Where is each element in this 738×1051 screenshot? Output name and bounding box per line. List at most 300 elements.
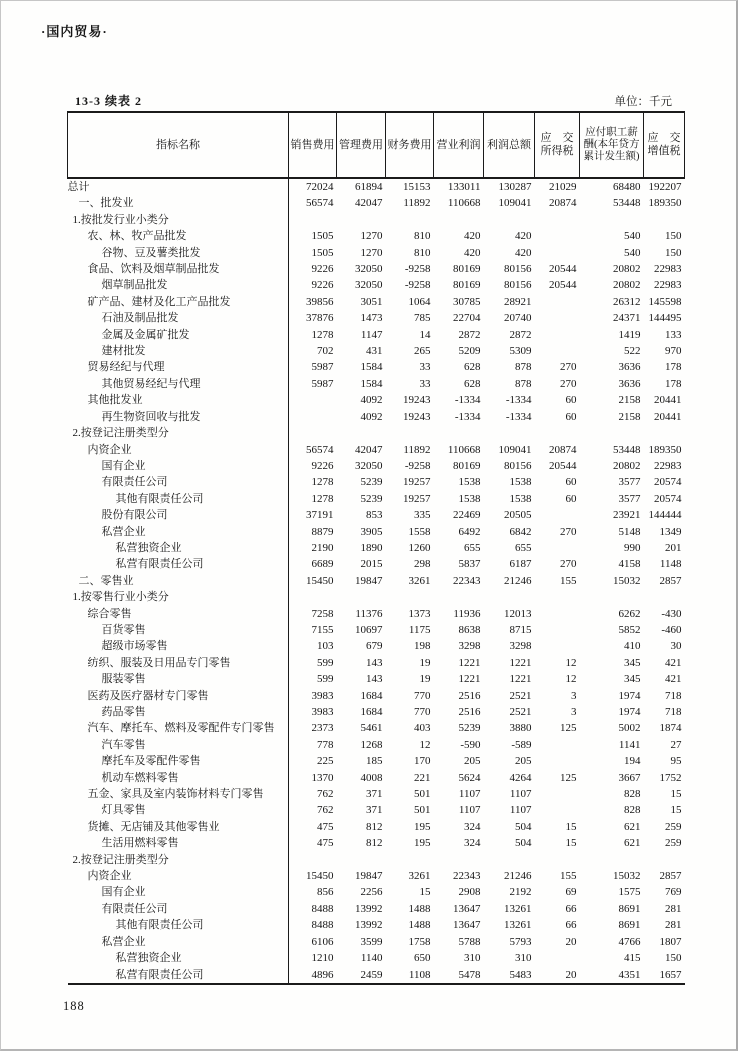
row-value-cell: 420 (464, 230, 481, 243)
row-value-cell: 1270 (360, 246, 383, 259)
row-value-cell: 95 (670, 755, 682, 768)
row-value-cell: 3983 (311, 706, 334, 718)
row-label: 百货零售 (68, 622, 289, 638)
row-value-cell: 20441 (654, 394, 682, 407)
row-value-cell: 1141 (618, 738, 641, 751)
row-value-cell (289, 409, 337, 425)
row-value-cell: 7258 (311, 607, 334, 620)
row-value-cell: 4158 (618, 558, 641, 571)
row-value-cell (434, 425, 484, 441)
row-value-cell: 599 (317, 673, 334, 686)
row-value-cell (644, 589, 685, 605)
row-value-cell: 22469 (453, 509, 481, 522)
row-value-cell (434, 589, 484, 605)
row-value-cell: 19243 (403, 410, 431, 423)
row-value-cell: 20874 (549, 443, 577, 456)
row-value-cell: 32050 (355, 279, 383, 292)
row-value-cell: 30 (670, 640, 682, 653)
row-value-cell: 6262 (618, 607, 641, 620)
row-value-cell: 8691 (618, 919, 641, 932)
row-value-cell: 1107 (458, 788, 481, 801)
row-value-cell: 178 (665, 377, 682, 390)
row-value-cell: 3 (571, 689, 577, 702)
row-value-cell: 1752 (659, 771, 682, 784)
row-value-cell: 20441 (654, 410, 682, 423)
table-row (68, 327, 685, 343)
table-body (68, 178, 685, 984)
row-value-cell: 6106 (311, 935, 334, 948)
row-value-cell: 2872 (509, 328, 532, 341)
row-value-cell: 371 (366, 788, 383, 801)
row-value-cell: 522 (624, 345, 641, 358)
row-value-cell: 1221 (458, 656, 481, 669)
row-value-cell (289, 392, 337, 408)
row-value-cell: 1221 (509, 673, 532, 686)
row-value-cell: 540 (624, 230, 641, 243)
row-value-cell: 12013 (504, 607, 532, 620)
row-value-cell: 259 (665, 837, 682, 850)
row-value-cell: 198 (414, 640, 431, 653)
row-label: 私营独资企业 (68, 950, 289, 966)
row-value-cell: 3905 (360, 525, 383, 538)
row-value-cell: 21246 (504, 870, 532, 883)
row-value-cell: 11892 (403, 197, 431, 210)
table-row (68, 442, 685, 458)
row-value-cell: 1373 (408, 607, 431, 620)
row-value-cell: 2521 (509, 689, 532, 702)
table-row (68, 917, 685, 933)
row-value-cell (535, 786, 580, 802)
row-value-cell: 1107 (509, 788, 532, 801)
row-value-cell: 15450 (306, 574, 334, 587)
row-value-cell: 4092 (360, 394, 383, 407)
row-value-cell: 2857 (659, 870, 682, 883)
row-value-cell: 4766 (618, 935, 641, 948)
row-label: 私营企业 (68, 524, 289, 540)
row-value-cell: 13992 (355, 919, 383, 932)
row-value-cell: 60 (565, 394, 577, 407)
row-value-cell: 1278 (311, 492, 334, 505)
row-value-cell: 1107 (509, 804, 532, 817)
row-value-cell: 785 (414, 312, 431, 325)
row-value-cell: 718 (665, 689, 682, 702)
row-value-cell: 20 (535, 967, 580, 984)
row-value-cell: 270 (560, 377, 577, 390)
row-value-cell: 5483 (484, 967, 535, 984)
row-value-cell: 195 (414, 820, 431, 833)
row-value-cell: 828 (624, 804, 641, 817)
row-value-cell (644, 425, 685, 441)
row-value-cell: 1370 (311, 771, 334, 784)
row-value-cell: 144444 (648, 509, 682, 522)
row-value-cell: 1107 (458, 804, 481, 817)
row-value-cell: 7155 (311, 623, 334, 636)
row-value-cell: 878 (515, 361, 532, 374)
row-value-cell: 12 (565, 656, 577, 669)
row-value-cell: 3636 (618, 377, 641, 390)
row-value-cell (580, 212, 644, 228)
row-value-cell (535, 540, 580, 556)
row-value-cell (580, 589, 644, 605)
table-row (68, 573, 685, 589)
row-value-cell: 1538 (509, 476, 532, 489)
row-value-cell: 778 (317, 738, 334, 751)
row-label: 内资企业 (68, 868, 289, 884)
row-value-cell: 265 (414, 345, 431, 358)
row-value-cell: 431 (366, 345, 383, 358)
table-header (68, 112, 685, 178)
row-value-cell: 8638 (458, 623, 481, 636)
col-header-vat-payable: 应 交 增值税 (644, 112, 685, 178)
row-value-cell: 1657 (644, 967, 685, 984)
row-value-cell: 1684 (360, 689, 383, 702)
section-header: ·国内贸易· (41, 24, 108, 39)
row-label: 贸易经纪与代理 (68, 359, 289, 375)
row-value-cell: 4896 (289, 967, 337, 984)
row-value-cell (337, 589, 386, 605)
row-value-cell: 3636 (618, 361, 641, 374)
row-label: 有限责任公司 (68, 474, 289, 490)
table-row (68, 901, 685, 917)
row-value-cell: 72024 (306, 181, 334, 193)
table-row (68, 868, 685, 884)
row-value-cell: 22983 (654, 279, 682, 292)
row-label: 国有企业 (68, 884, 289, 900)
row-label: 生活用燃料零售 (68, 835, 289, 851)
row-value-cell: 1270 (360, 230, 383, 243)
row-value-cell: 60 (565, 410, 577, 423)
row-value-cell: 3261 (408, 870, 431, 883)
row-label: 烟草制品批发 (68, 277, 289, 293)
table-row (68, 294, 685, 310)
row-value-cell (535, 753, 580, 769)
row-value-cell: 33 (419, 361, 431, 374)
table-row (68, 688, 685, 704)
row-label: 矿产品、建材及化工产品批发 (68, 294, 289, 310)
row-value-cell: 20802 (613, 263, 641, 276)
row-value-cell: -1334 (505, 410, 532, 423)
table-row (68, 835, 685, 851)
row-value-cell: 6842 (509, 525, 532, 538)
row-value-cell (535, 425, 580, 441)
row-value-cell: -1334 (505, 394, 532, 407)
row-value-cell: 762 (317, 788, 334, 801)
row-value-cell: 1221 (509, 656, 532, 669)
row-value-cell: 5987 (311, 377, 334, 390)
row-value-cell: 259 (665, 820, 682, 833)
row-value-cell: 3298 (509, 640, 532, 653)
row-value-cell: 1268 (360, 738, 383, 751)
row-value-cell: 1538 (509, 492, 532, 505)
row-value-cell: 26312 (613, 295, 641, 308)
row-label: 有限责任公司 (68, 901, 289, 917)
row-value-cell: 2015 (360, 558, 383, 571)
table-row (68, 606, 685, 622)
row-value-cell: 144495 (648, 312, 682, 325)
row-label: 总计 (68, 178, 289, 195)
table-row (68, 737, 685, 753)
row-value-cell: 56574 (306, 197, 334, 210)
row-value-cell: 20505 (504, 509, 532, 522)
row-value-cell: 3298 (458, 640, 481, 653)
row-value-cell: 650 (414, 952, 431, 965)
row-value-cell: 5793 (509, 935, 532, 948)
col-header-indicator-name: 指标名称 (68, 112, 289, 178)
table-row (68, 819, 685, 835)
row-label: 其他批发业 (68, 392, 289, 408)
table-row (68, 770, 685, 786)
table-row (68, 556, 685, 572)
table-row (68, 622, 685, 638)
row-value-cell: 5987 (311, 361, 334, 374)
row-value-cell: 143 (366, 673, 383, 686)
row-value-cell: 110668 (447, 197, 481, 210)
row-value-cell (289, 212, 337, 228)
row-value-cell: 170 (414, 755, 431, 768)
row-value-cell: 201 (665, 541, 682, 554)
header-row (68, 112, 685, 178)
row-value-cell: 298 (414, 558, 431, 571)
row-value-cell: 3261 (408, 574, 431, 587)
row-value-cell: 80156 (504, 279, 532, 292)
row-value-cell: 13992 (355, 902, 383, 915)
row-value-cell: 270 (560, 525, 577, 538)
row-value-cell: 60 (565, 476, 577, 489)
row-value-cell: 37191 (306, 509, 334, 522)
table-row (68, 245, 685, 261)
row-value-cell: 504 (515, 820, 532, 833)
row-value-cell: 42047 (355, 197, 383, 210)
row-value-cell (535, 589, 580, 605)
row-value-cell: 28921 (504, 295, 532, 308)
row-value-cell: 702 (317, 345, 334, 358)
row-label: 其他贸易经纪与代理 (68, 376, 289, 392)
row-label: 金属及金属矿批发 (68, 327, 289, 343)
row-value-cell: 655 (464, 541, 481, 554)
row-label: 一、批发业 (68, 195, 289, 211)
row-value-cell: 1210 (311, 952, 334, 965)
row-value-cell: 11936 (453, 607, 481, 620)
row-value-cell: -9258 (404, 263, 431, 276)
row-label: 货摊、无店铺及其他零售业 (68, 819, 289, 835)
row-value-cell: 195 (414, 837, 431, 850)
row-value-cell: 621 (624, 837, 641, 850)
row-value-cell (535, 294, 580, 310)
row-value-cell: 420 (515, 230, 532, 243)
table-row (68, 786, 685, 802)
row-value-cell: -460 (661, 623, 682, 636)
row-label: 石油及制品批发 (68, 310, 289, 326)
col-header-income-tax-payable: 应 交 所得税 (535, 112, 580, 178)
row-value-cell: 540 (624, 246, 641, 259)
row-value-cell (337, 852, 386, 868)
row-value-cell: 501 (414, 788, 431, 801)
row-value-cell: -1334 (454, 394, 481, 407)
row-value-cell: 23921 (613, 509, 641, 522)
row-value-cell: 5788 (458, 935, 481, 948)
row-value-cell: 1473 (360, 312, 383, 325)
table-meta-row (67, 92, 684, 109)
row-value-cell (644, 212, 685, 228)
row-value-cell: 655 (515, 541, 532, 554)
row-label: 1.按批发行业小类分 (68, 212, 289, 228)
row-value-cell: 8488 (311, 902, 334, 915)
row-label: 私营有限责任公司 (68, 556, 289, 572)
row-value-cell: 2872 (458, 328, 481, 341)
row-value-cell: 420 (464, 246, 481, 259)
row-value-cell: 21029 (549, 181, 577, 193)
row-value-cell: 22343 (453, 574, 481, 587)
row-value-cell: 5624 (458, 771, 481, 784)
row-value-cell: 828 (624, 788, 641, 801)
row-value-cell: 1584 (360, 377, 383, 390)
row-value-cell: 324 (464, 820, 481, 833)
table-row (68, 261, 685, 277)
row-value-cell: 103 (317, 640, 334, 653)
row-label: 股份有限公司 (68, 507, 289, 523)
row-value-cell: 1147 (360, 328, 383, 341)
table-row (68, 884, 685, 900)
row-value-cell: 155 (560, 870, 577, 883)
row-value-cell: 22343 (453, 870, 481, 883)
row-value-cell (535, 950, 580, 966)
row-value-cell: 80156 (504, 459, 532, 472)
row-value-cell (484, 589, 535, 605)
row-value-cell: 2256 (360, 886, 383, 899)
row-value-cell: 185 (366, 755, 383, 768)
row-value-cell: 13647 (453, 919, 481, 932)
row-value-cell: 2516 (458, 689, 481, 702)
table-row (68, 589, 685, 605)
col-header-operating-profit: 营业利润 (434, 112, 484, 178)
table-row (68, 343, 685, 359)
row-value-cell: 13261 (504, 902, 532, 915)
row-value-cell: 125 (560, 771, 577, 784)
row-value-cell: 11892 (403, 443, 431, 456)
row-value-cell: 61894 (355, 181, 383, 193)
row-value-cell: 1278 (311, 328, 334, 341)
row-value-cell: 150 (665, 246, 682, 259)
row-value-cell: 501 (414, 804, 431, 817)
row-value-cell: 270 (560, 558, 577, 571)
row-value-cell: 3577 (618, 492, 641, 505)
row-value-cell: 4008 (360, 771, 383, 784)
row-value-cell: 20802 (613, 459, 641, 472)
row-value-cell (535, 852, 580, 868)
row-value-cell (484, 425, 535, 441)
row-value-cell: 970 (665, 345, 682, 358)
row-value-cell: 5002 (618, 722, 641, 735)
row-label: 谷物、豆及薯类批发 (68, 245, 289, 261)
row-value-cell: 9226 (311, 263, 334, 276)
row-value-cell: -1334 (454, 410, 481, 423)
row-value-cell: 1175 (408, 623, 431, 636)
row-label: 二、零售业 (68, 573, 289, 589)
row-value-cell: 628 (464, 377, 481, 390)
table-row (68, 655, 685, 671)
row-label: 食品、饮料及烟草制品批发 (68, 261, 289, 277)
row-value-cell: 19257 (403, 476, 431, 489)
row-value-cell: 19 (419, 656, 431, 669)
row-value-cell: 6492 (458, 525, 481, 538)
table-row (68, 212, 685, 228)
row-value-cell: 19243 (403, 394, 431, 407)
row-label: 2.按登记注册类型分 (68, 425, 289, 441)
row-value-cell (535, 212, 580, 228)
row-value-cell: 1505 (311, 230, 334, 243)
row-value-cell: 19847 (355, 870, 383, 883)
row-value-cell (386, 852, 434, 868)
row-label: 超级市场零售 (68, 638, 289, 654)
row-value-cell: 1505 (311, 246, 334, 259)
row-label: 医药及医疗器材专门零售 (68, 688, 289, 704)
row-value-cell: 990 (624, 541, 641, 554)
table-row (68, 720, 685, 736)
row-value-cell: 33 (419, 377, 431, 390)
row-value-cell: 628 (464, 361, 481, 374)
row-value-cell: 421 (665, 656, 682, 669)
row-label: 再生物资回收与批发 (68, 409, 289, 425)
row-value-cell: 762 (317, 804, 334, 817)
row-value-cell: 3599 (360, 935, 383, 948)
row-value-cell: 189350 (648, 197, 682, 210)
row-value-cell: 1140 (360, 952, 383, 965)
row-value-cell: 1108 (386, 967, 434, 984)
row-value-cell: 1758 (408, 935, 431, 948)
row-value-cell: 42047 (355, 443, 383, 456)
row-value-cell: 2192 (509, 886, 532, 899)
row-value-cell: 20740 (504, 312, 532, 325)
row-value-cell: 1349 (659, 525, 682, 538)
table-row (68, 392, 685, 408)
row-value-cell: 1558 (408, 525, 431, 538)
row-label: 服装零售 (68, 671, 289, 687)
row-value-cell: 475 (317, 820, 334, 833)
row-value-cell: 13261 (504, 919, 532, 932)
row-value-cell: 80169 (453, 459, 481, 472)
row-label: 汽车零售 (68, 737, 289, 753)
row-value-cell (386, 589, 434, 605)
table-row (68, 409, 685, 425)
row-value-cell: 178 (665, 361, 682, 374)
row-value-cell: 1148 (659, 558, 682, 571)
row-value-cell: 145598 (648, 295, 682, 308)
row-value-cell: 69 (565, 886, 577, 899)
row-label: 机动车燃料零售 (68, 770, 289, 786)
row-value-cell: 1260 (408, 541, 431, 554)
row-value-cell (580, 852, 644, 868)
row-value-cell: 155 (560, 574, 577, 587)
row-value-cell: 15032 (613, 574, 641, 587)
row-value-cell (535, 310, 580, 326)
row-value-cell: 504 (515, 837, 532, 850)
table-row (68, 704, 685, 720)
row-value-cell: 770 (414, 706, 431, 718)
row-value-cell: 133011 (447, 181, 481, 193)
table-row (68, 277, 685, 293)
row-value-cell: 599 (317, 656, 334, 669)
table-row (68, 950, 685, 966)
row-value-cell: 9226 (311, 459, 334, 472)
row-value-cell: 15 (419, 886, 431, 899)
row-value-cell: 22983 (654, 263, 682, 276)
row-value-cell: 205 (515, 755, 532, 768)
row-value-cell: 6689 (311, 558, 334, 571)
row-value-cell: 60 (565, 492, 577, 505)
unit-label: 单位：千元 (614, 96, 672, 108)
row-value-cell (289, 425, 337, 441)
row-value-cell (434, 212, 484, 228)
